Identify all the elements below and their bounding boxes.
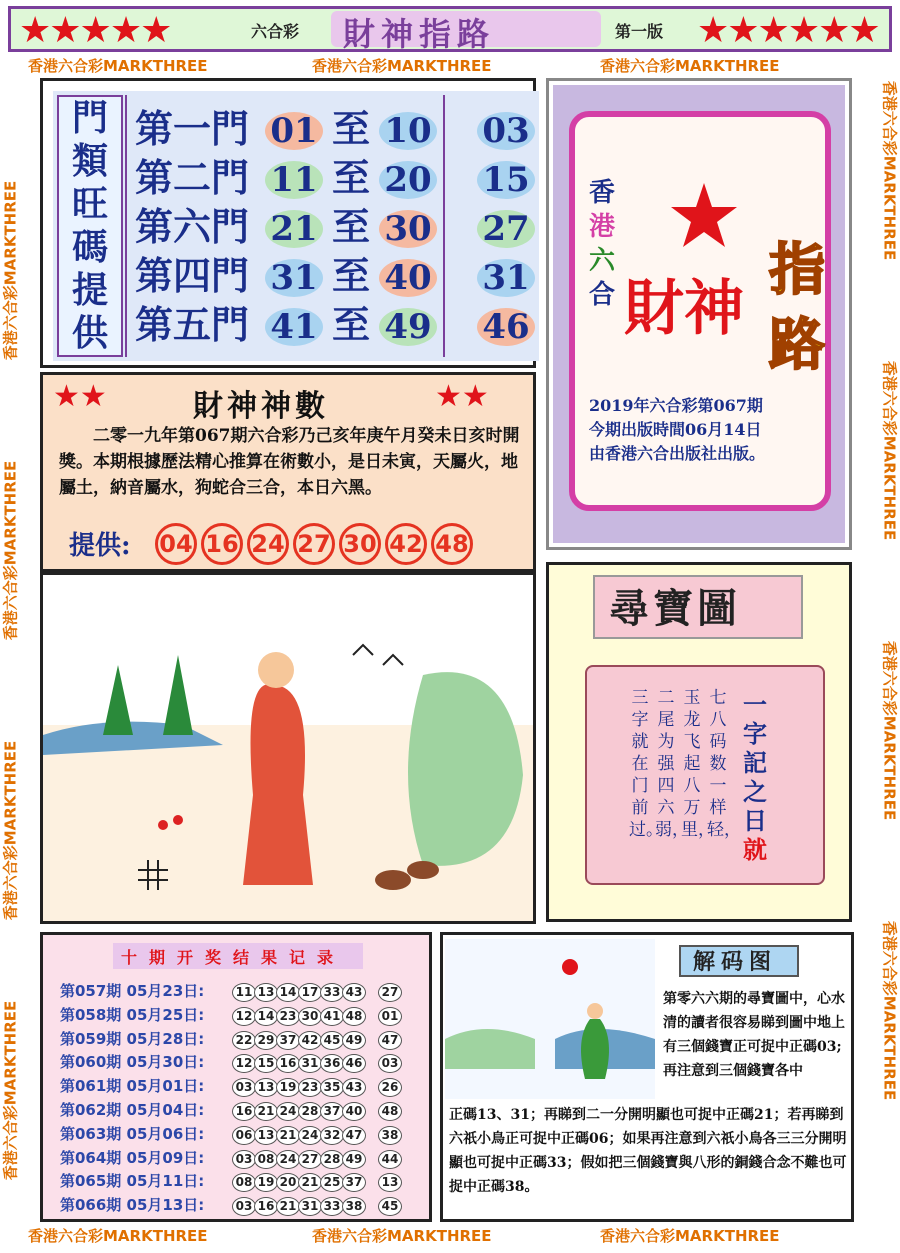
history-row bbox=[60, 1099, 400, 1121]
treasure-title: 尋寶圖 bbox=[609, 585, 741, 632]
history-number: 21 bbox=[276, 1197, 300, 1216]
door-side-char-4: 碼 bbox=[71, 226, 108, 268]
poem-column: 七八码数一样轻， bbox=[707, 688, 741, 840]
treasure-side bbox=[739, 690, 771, 864]
history-number: 08 bbox=[254, 1150, 278, 1169]
poster-line-1: 2019年六合彩第067期 bbox=[589, 396, 763, 415]
history-number: 17 bbox=[298, 983, 322, 1002]
history-number: 31 bbox=[298, 1197, 322, 1216]
poem-side-char: 一 bbox=[743, 690, 767, 719]
history-number: 43 bbox=[342, 983, 366, 1002]
history-number: 37 bbox=[342, 1173, 366, 1192]
door-to-label: 至 bbox=[331, 155, 370, 200]
history-number: 03 bbox=[232, 1078, 256, 1097]
border-text-right-1: 香港六合彩MARKTHREE bbox=[880, 80, 899, 261]
poster-big-caishen: 財神 bbox=[624, 274, 744, 344]
door-pick: 15 bbox=[477, 161, 535, 199]
person-icon bbox=[243, 684, 313, 885]
history-number: 28 bbox=[320, 1150, 344, 1169]
history-special: 03 bbox=[378, 1054, 402, 1073]
history-row bbox=[60, 980, 400, 1002]
history-number: 36 bbox=[320, 1054, 344, 1073]
history-number: 19 bbox=[254, 1173, 278, 1192]
history-number: 45 bbox=[320, 1031, 344, 1050]
history-number: 13 bbox=[254, 1078, 278, 1097]
history-row bbox=[60, 1051, 400, 1073]
history-number: 23 bbox=[276, 1007, 300, 1026]
poster-line-3: 由香港六合出版社出版。 bbox=[589, 444, 766, 463]
border-text-right-2: 香港六合彩MARKTHREE bbox=[880, 360, 899, 541]
border-text-top-1: 香港六合彩MARKTHREE bbox=[28, 57, 208, 75]
history-special: 13 bbox=[378, 1173, 402, 1192]
door-side-char-6: 供 bbox=[71, 312, 108, 354]
border-text-left-3: 香港六合彩MARKTHREE bbox=[1, 740, 20, 921]
border-text-top-2: 香港六合彩MARKTHREE bbox=[312, 57, 492, 75]
provided-number: 48 bbox=[431, 523, 473, 565]
door-from: 11 bbox=[265, 161, 323, 199]
door-to: 30 bbox=[379, 210, 437, 248]
door-side-char-3: 旺 bbox=[71, 183, 108, 225]
caishen-panel bbox=[40, 372, 536, 572]
history-label: 第059期 05月28日: bbox=[60, 1029, 205, 1048]
history-number: 12 bbox=[232, 1054, 256, 1073]
history-label: 第066期 05月13日: bbox=[60, 1196, 205, 1215]
history-row bbox=[60, 1170, 400, 1192]
poster-line-2: 今期出版時間06月14日 bbox=[589, 420, 762, 439]
history-number: 25 bbox=[320, 1173, 344, 1192]
door-pick: 46 bbox=[477, 308, 535, 346]
history-number: 29 bbox=[254, 1031, 278, 1050]
door-row bbox=[135, 294, 535, 347]
caishen-stars-right: ★★ bbox=[435, 379, 489, 414]
poster-vertical-3: 六 bbox=[588, 246, 615, 276]
history-row bbox=[60, 1075, 400, 1097]
door-from: 31 bbox=[265, 259, 323, 297]
poem-side-char: 日 bbox=[743, 806, 767, 835]
history-number: 11 bbox=[232, 983, 256, 1002]
history-number: 24 bbox=[276, 1150, 300, 1169]
caishen-stars-left: ★★ bbox=[53, 379, 107, 414]
poem-column: 三字就在门前过。 bbox=[629, 688, 663, 840]
history-special: 27 bbox=[378, 983, 402, 1002]
history-number: 22 bbox=[232, 1031, 256, 1050]
tree-icon bbox=[163, 655, 193, 735]
tree-icon bbox=[103, 665, 133, 735]
history-number: 14 bbox=[254, 1007, 278, 1026]
treasure-cartoon bbox=[40, 572, 536, 924]
history-number: 12 bbox=[232, 1007, 256, 1026]
history-number: 46 bbox=[342, 1054, 366, 1073]
door-to: 20 bbox=[379, 161, 437, 199]
history-number: 49 bbox=[342, 1031, 366, 1050]
door-row bbox=[135, 196, 535, 249]
history-number: 21 bbox=[276, 1126, 300, 1145]
history-number: 33 bbox=[320, 983, 344, 1002]
history-number: 40 bbox=[342, 1102, 366, 1121]
provided-number: 30 bbox=[339, 523, 381, 565]
history-number: 47 bbox=[342, 1126, 366, 1145]
door-side-title bbox=[57, 95, 123, 357]
door-label: 第二門 bbox=[135, 155, 250, 200]
door-pick: 03 bbox=[477, 112, 535, 150]
history-number: 14 bbox=[276, 983, 300, 1002]
caishen-numbers bbox=[155, 523, 477, 565]
caishen-provide-label: 提供: bbox=[69, 531, 131, 561]
history-number: 42 bbox=[298, 1031, 322, 1050]
history-number: 27 bbox=[298, 1150, 322, 1169]
border-text-top-3: 香港六合彩MARKTHREE bbox=[600, 57, 780, 75]
history-number: 03 bbox=[232, 1150, 256, 1169]
person-icon bbox=[581, 1019, 609, 1079]
header-title: 財神指路 bbox=[343, 15, 496, 53]
history-label: 第064期 05月09日: bbox=[60, 1148, 205, 1167]
history-number: 48 bbox=[342, 1007, 366, 1026]
history-number: 32 bbox=[320, 1126, 344, 1145]
door-label: 第一門 bbox=[135, 106, 250, 151]
poem-side-char: 之 bbox=[743, 777, 767, 806]
door-to-label: 至 bbox=[331, 253, 370, 298]
provided-number: 27 bbox=[293, 523, 335, 565]
poem-column: 二尾为强四六弱， bbox=[655, 688, 689, 840]
border-text-right-3: 香港六合彩MARKTHREE bbox=[880, 640, 899, 821]
door-label: 第六門 bbox=[135, 204, 250, 249]
border-text-bottom-2: 香港六合彩MARKTHREE bbox=[312, 1227, 492, 1245]
header-left-label: 六合彩 bbox=[251, 22, 300, 41]
door-label: 第四門 bbox=[135, 253, 250, 298]
history-special: 44 bbox=[378, 1150, 402, 1169]
history-special: 47 bbox=[378, 1031, 402, 1050]
poster-vertical-2: 港 bbox=[588, 212, 615, 242]
door-row bbox=[135, 245, 535, 298]
history-number: 37 bbox=[320, 1102, 344, 1121]
poem-side-char: 字 bbox=[743, 719, 767, 748]
provided-number: 16 bbox=[201, 523, 243, 565]
history-number: 30 bbox=[298, 1007, 322, 1026]
door-row bbox=[135, 147, 535, 200]
history-label: 第062期 05月04日: bbox=[60, 1101, 205, 1119]
history-number: 15 bbox=[254, 1054, 278, 1073]
history-number: 35 bbox=[320, 1078, 344, 1097]
poster-big-lu: 路 bbox=[769, 312, 825, 378]
history-number: 31 bbox=[298, 1054, 322, 1073]
sun-icon bbox=[562, 959, 578, 975]
border-text-bottom-1: 香港六合彩MARKTHREE bbox=[28, 1227, 208, 1245]
caishen-body: 二零一九年第067期六合彩乃己亥年庚午月癸未日亥时開獎。本期根據歷法精心推算在術數小，是日未寅，天屬火，地屬土，納音屬水，狗蛇合三合，本日六黑。 bbox=[59, 426, 520, 498]
treasure-poem bbox=[629, 687, 741, 841]
history-number: 38 bbox=[342, 1197, 366, 1216]
history-label: 第061期 05月01日: bbox=[60, 1077, 205, 1096]
door-pick: 27 bbox=[477, 210, 535, 248]
history-number: 28 bbox=[298, 1102, 322, 1121]
poster-big-zhi: 指 bbox=[769, 237, 825, 303]
header-bar bbox=[8, 6, 892, 52]
provided-number: 24 bbox=[247, 523, 289, 565]
treasure-map-panel bbox=[546, 562, 852, 922]
history-number: 24 bbox=[276, 1102, 300, 1121]
history-number: 20 bbox=[276, 1173, 300, 1192]
decode-text-top: 第零六六期的尋寶圖中，心水清的讀者很容易睇到圖中地上有三個錢寶正可捉中正碼03;再注意到三個錢寶各中 bbox=[663, 991, 845, 1079]
border-text-right-4: 香港六合彩MARKTHREE bbox=[880, 920, 899, 1101]
history-number: 41 bbox=[320, 1007, 344, 1026]
poem-side-char: 記 bbox=[743, 748, 767, 777]
poster-vertical-4: 合 bbox=[588, 280, 615, 310]
door-from: 01 bbox=[265, 112, 323, 150]
history-number: 13 bbox=[254, 1126, 278, 1145]
provided-number: 04 bbox=[155, 523, 197, 565]
poster-panel bbox=[546, 78, 852, 550]
poem-column: 玉龙飞起八万里， bbox=[681, 688, 715, 840]
history-special: 48 bbox=[378, 1102, 402, 1121]
history-number: 43 bbox=[342, 1078, 366, 1097]
caishen-title: 財神神數 bbox=[193, 389, 329, 424]
history-number: 49 bbox=[342, 1150, 366, 1169]
border-text-left-2: 香港六合彩MARKTHREE bbox=[1, 460, 20, 641]
history-number: 33 bbox=[320, 1197, 344, 1216]
history-number: 23 bbox=[298, 1078, 322, 1097]
history-number: 24 bbox=[298, 1126, 322, 1145]
history-row bbox=[60, 1004, 400, 1026]
history-number: 08 bbox=[232, 1173, 256, 1192]
history-special: 26 bbox=[378, 1078, 402, 1097]
door-pick: 31 bbox=[477, 259, 535, 297]
history-label: 第060期 05月30日: bbox=[60, 1053, 205, 1072]
door-to-label: 至 bbox=[331, 302, 370, 347]
history-row bbox=[60, 1194, 400, 1216]
history-number: 16 bbox=[254, 1197, 278, 1216]
decode-title: 解码图 bbox=[693, 949, 778, 975]
history-row bbox=[60, 1123, 400, 1145]
history-label: 第058期 05月25日: bbox=[60, 1005, 205, 1024]
history-number: 16 bbox=[276, 1054, 300, 1073]
border-text-left-4: 香港六合彩MARKTHREE bbox=[1, 1000, 20, 1181]
door-to: 10 bbox=[379, 112, 437, 150]
history-special: 38 bbox=[378, 1126, 402, 1145]
poem-side-char: 就 bbox=[743, 835, 767, 864]
door-to-label: 至 bbox=[331, 106, 370, 151]
poster-vertical-1: 香 bbox=[588, 178, 615, 208]
history-number: 16 bbox=[232, 1102, 256, 1121]
door-row bbox=[135, 98, 535, 151]
history-row bbox=[60, 1028, 400, 1050]
history-number: 13 bbox=[254, 983, 278, 1002]
door-to-label: 至 bbox=[331, 204, 370, 249]
header-stars-right: ★★★★★★ bbox=[697, 10, 879, 51]
history-number: 19 bbox=[276, 1078, 300, 1097]
history-label: 第057期 05月23日: bbox=[60, 982, 205, 1000]
border-text-bottom-3: 香港六合彩MARKTHREE bbox=[600, 1227, 780, 1245]
history-special: 01 bbox=[378, 1007, 402, 1026]
history-special: 45 bbox=[378, 1197, 402, 1216]
header-edition: 第一版 bbox=[615, 22, 664, 41]
star-icon bbox=[669, 181, 739, 251]
door-from: 21 bbox=[265, 210, 323, 248]
door-to: 40 bbox=[379, 259, 437, 297]
history-number: 21 bbox=[254, 1102, 278, 1121]
header-stars-left: ★★★★★ bbox=[19, 10, 171, 51]
history-title: 十期开奖结果记录 bbox=[121, 948, 346, 967]
door-side-char-5: 提 bbox=[71, 269, 108, 311]
door-side-char-1: 門 bbox=[71, 97, 108, 139]
history-number: 21 bbox=[298, 1173, 322, 1192]
door-label: 第五門 bbox=[135, 302, 250, 347]
door-from: 41 bbox=[265, 308, 323, 346]
history-number: 06 bbox=[232, 1126, 256, 1145]
provided-number: 42 bbox=[385, 523, 427, 565]
history-label: 第065期 05月11日: bbox=[60, 1172, 205, 1191]
decode-text-bottom: 正碼13、31；再睇到二一分開明顯也可捉中正碼21；若再睇到六祇小鳥正可捉中正碼06；如果再注意到六祇小鳥各三三分開明顯也可捉中正碼33；假如把三個錢寶與八形的銅錢合念不難也可捉中正碼38。 bbox=[449, 1107, 847, 1195]
history-number: 37 bbox=[276, 1031, 300, 1050]
decode-image bbox=[445, 939, 655, 1099]
door-to: 49 bbox=[379, 308, 437, 346]
history-label: 第063期 05月06日: bbox=[60, 1124, 205, 1143]
border-text-left-1: 香港六合彩MARKTHREE bbox=[1, 180, 20, 361]
history-number: 03 bbox=[232, 1197, 256, 1216]
decode-panel bbox=[440, 932, 854, 1222]
history-row bbox=[60, 1147, 400, 1169]
door-side-char-2: 類 bbox=[71, 140, 108, 182]
